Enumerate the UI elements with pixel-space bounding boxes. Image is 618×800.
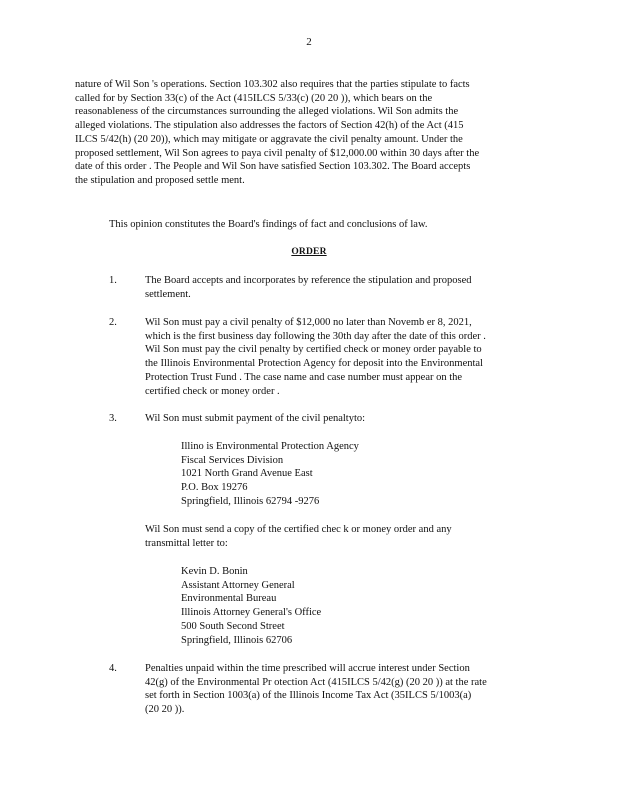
intro-line: proposed settlement, Wil Son agrees to paya civil penalty of $12,000.00 within 30 days after the — [75, 147, 480, 159]
item-line: set forth in Section 1003(a) of the Illinois Income Tax Act (35ILCS 5/1003(a) — [145, 690, 472, 702]
page-number: 2 — [306, 36, 312, 48]
intro-line: ILCS 5/42(h) (20 20)), which may mitigate or aggravate the civil penalty amount. Under the — [75, 133, 463, 145]
address-line: Springfield, Illinois 62794 -9276 — [181, 495, 320, 507]
address-line: Assistant Attorney General — [181, 579, 295, 591]
address-line: 1021 North Grand Avenue East — [181, 468, 313, 480]
item-line: the Illinois Environmental Protection Agency for deposit into the Environmental — [145, 358, 483, 370]
address-line: Kevin D. Bonin — [181, 566, 248, 577]
payment-address — [181, 440, 359, 509]
intro-line: reasonableness of the circumstances surrounding the alleged violations. Wil Son admits the — [75, 106, 459, 118]
intro-line: called for by Section 33(c) of the Act (415ILCS 5/33(c) (20 20 )), which bears on the — [75, 92, 433, 104]
item-line: Wil Son must pay the civil penalty by certified check or money order payable to — [145, 344, 482, 356]
address-line: Illino is Environmental Protection Agency — [181, 441, 359, 452]
address-line: 500 South Second Street — [181, 620, 285, 632]
item-number: 4. — [109, 663, 117, 674]
item-line: The Board accepts and incorporates by reference the stipulation and proposed — [145, 275, 472, 286]
address-line: Springfield, Illinois 62706 — [181, 634, 293, 646]
item-text — [145, 316, 535, 398]
item-number: 2. — [109, 317, 117, 328]
intro-paragraph — [75, 78, 533, 188]
item-line: Wil Son must pay a civil penalty of $12,000 no later than Novemb er 8, 2021, — [145, 317, 472, 328]
address-line: Environmental Bureau — [181, 593, 277, 605]
intro-line: nature of Wil Son 's operations. Section 103.302 also requires that the parties stipulate to facts — [75, 79, 470, 90]
order-heading: ORDER — [291, 247, 327, 257]
opinion-statement: This opinion constitutes the Board's findings of fact and conclusions of law. — [109, 219, 428, 230]
copy-address — [181, 565, 321, 647]
item-line: transmittal letter to: — [145, 537, 228, 549]
item-text — [145, 662, 535, 717]
item-text — [145, 523, 535, 550]
item-number: 3. — [109, 413, 117, 424]
item-line: settlement. — [145, 288, 191, 300]
item-line: Wil Son must send a copy of the certified chec k or money order and any — [145, 524, 452, 535]
intro-line: the stipulation and proposed settle ment. — [75, 174, 245, 186]
item-line: which is the first business day following the 30th day after the date of this order . — [145, 330, 486, 342]
item-number: 1. — [109, 275, 117, 286]
intro-line: alleged violations. The stipulation also addresses the factors of Section 42(h) of the Act (415 — [75, 120, 464, 132]
address-line: P.O. Box 19276 — [181, 482, 248, 494]
item-text — [145, 412, 535, 426]
item-line: (20 20 )). — [145, 704, 185, 716]
address-line: Fiscal Services Division — [181, 454, 284, 466]
intro-line: date of this order . The People and Wil Son have satisfied Section 103.302. The Board accepts — [75, 161, 471, 173]
address-line: Illinois Attorney General's Office — [181, 607, 322, 619]
item-line: Protection Trust Fund . The case name and case number must appear on the — [145, 371, 463, 383]
item-text — [145, 274, 535, 301]
item-line: certified check or money order . — [145, 385, 280, 397]
item-line: 42(g) of the Environmental Pr otection Act (415ILCS 5/42(g) (20 20 )) at the rate — [145, 676, 487, 688]
item-line: Wil Son must submit payment of the civil penaltyto: — [145, 413, 366, 424]
item-line: Penalties unpaid within the time prescribed will accrue interest under Section — [145, 663, 470, 674]
